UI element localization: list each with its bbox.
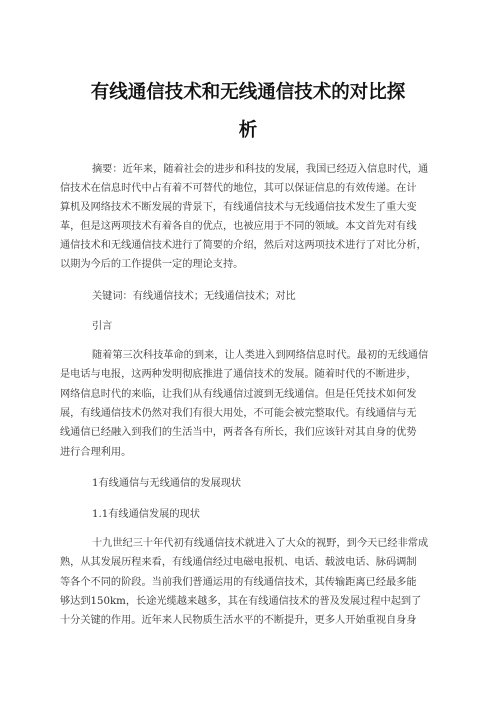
- abstract-line: 以期为今后的工作提供一定的理论支持。: [60, 259, 244, 270]
- abstract-line: 摘要：近年来，随着社会的进步和科技的发展，我国已经迈入信息时代，通: [92, 164, 429, 175]
- intro-line: 随着第三次科技革命的到来，让人类进入到网络信息时代。最初的无线通信: [92, 350, 429, 361]
- title-line-1: 有线通信技术和无线通信技术的对比探: [90, 82, 406, 103]
- intro-line: 是电话与电报，这两种发明彻底推进了通信技术的发展。随着时代的不断进步，: [60, 369, 417, 380]
- body-line: 十分关键的作用。近年来人民物质生活水平的不断提升，更多人开始重视自身身: [60, 615, 417, 626]
- abstract-line: 革，但是这两项技术有着各自的优点，也被应用于不同的领域。本文首先对有线: [60, 221, 417, 232]
- abstract-line: 信技术在信息时代中占有着不可替代的地位，其可以保证信息的有效传递。在计: [60, 183, 417, 194]
- intro-line: 线通信已经融入到我们的生活当中，两者各有所长，我们应该针对其自身的优势: [60, 427, 417, 438]
- abstract-line: 算机及网络技术不断发展的背景下，有线通信技术与无线通信技术发生了重大变: [60, 202, 417, 213]
- intro-line: 展，有线通信技术仍然对我们有很大用处，不可能会被完整取代。有线通信与无: [60, 408, 417, 419]
- intro-line: 网络信息时代的来临，让我们从有线通信过渡到无线通信。但是任凭技术如何发: [60, 389, 417, 400]
- body-line: 够达到150km，长途光缆越来越多，其在有线通信技术的普及发展过程中起到了: [60, 596, 422, 607]
- body-line: 十九世纪三十年代初有线通信技术就进入了大众的视野，到今天已经非常成: [92, 538, 429, 549]
- subsection-heading: 1.1有线通信发展的现状: [92, 509, 200, 520]
- keywords: 关键词：有线通信技术；无线通信技术；对比: [92, 291, 296, 302]
- abstract-line: 通信技术和无线通信技术进行了简要的介绍，然后对这两项技术进行了对比分析，: [60, 240, 427, 251]
- intro-line: 进行合理利用。: [60, 447, 132, 458]
- intro-heading: 引言: [92, 321, 113, 332]
- body-line: 熟，从其发展历程来看，有线通信经过电磁电报机、电话、载波电话、脉码调制: [60, 557, 417, 568]
- body-line: 等各个不同的阶段。当前我们普通运用的有线通信技术，其传输距离已经最多能: [60, 577, 417, 588]
- section-heading: 1有线通信与无线通信的发展现状: [92, 478, 242, 489]
- title-line-2: 析: [238, 120, 258, 141]
